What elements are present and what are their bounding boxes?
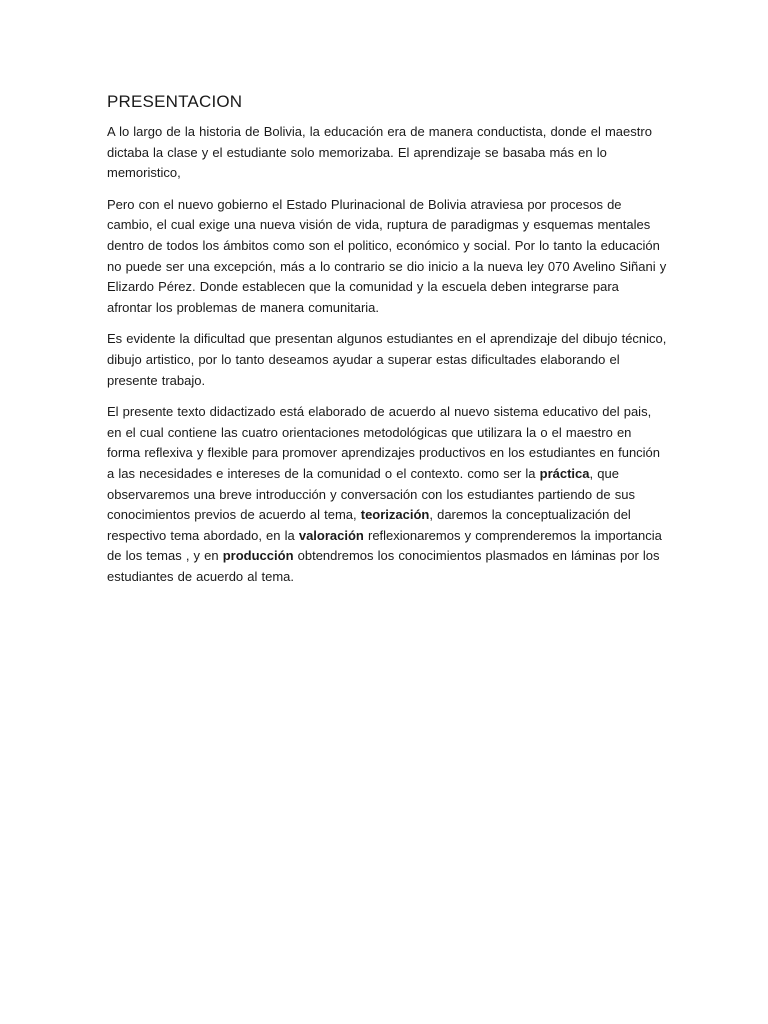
paragraph-methodology <box>107 402 667 587</box>
text-segment: El presente texto didactizado está elaborado de acuerdo al nuevo sistema educativo del pais, en el cual contiene las cuatro orientaciones metodológicas que utilizara la o el maestro en forma reflexiva y flexible para promover aprendizajes productivos en los estudiantes en función a las necesidades e intereses de la comunidad o el contexto. como ser la <box>107 404 661 481</box>
paragraph-government: Pero con el nuevo gobierno el Estado Plurinacional de Bolivia atraviesa por procesos de cambio, el cual exige una nueva visión de vida, ruptura de paradigmas y esquemas mentales dentro de todos los ámbitos como son el politico, económico y social. Por lo tanto la educación no puede ser una excepción, más a lo contrario se dio inicio a la nueva ley 070 Avelino Siñani y Elizardo Pérez. Donde establecen que la comunidad y la escuela deben integrarse para afrontar los problemas de manera comunitaria. <box>107 196 667 315</box>
text-segment: reflexionaremos y comprenderemos la importancia de los temas , y en <box>107 527 662 564</box>
keyword-teorizacion: teorización <box>360 507 430 523</box>
page-title: PRESENTACION <box>107 92 243 111</box>
document-page <box>107 92 667 598</box>
text-segment: , que observaremos una breve introducción y conversación con los estudiantes partiendo de sus conocimientos previos de acuerdo al tema, <box>107 465 635 523</box>
text-segment: obtendremos los conocimientos plasmados en láminas por los estudiantes de acuerdo al tema. <box>107 548 660 584</box>
paragraph-history: A lo largo de la historia de Bolivia, la educación era de manera conductista, donde el maestro dictaba la clase y el estudiante solo memorizaba. El aprendizaje se basaba más en lo memoristico, <box>107 124 652 181</box>
keyword-produccion: producción <box>222 548 294 564</box>
text-segment: , daremos la conceptualización del respectivo tema abordado, en la <box>107 507 631 543</box>
keyword-practica: práctica <box>539 465 590 481</box>
keyword-valoracion: valoración <box>298 527 364 543</box>
paragraph-difficulty: Es evidente la dificultad que presentan algunos estudiantes en el aprendizaje del dibujo técnico, dibujo artistico, por lo tanto deseamos ayudar a superar estas dificultades elaborando el presente trabajo. <box>107 331 667 388</box>
